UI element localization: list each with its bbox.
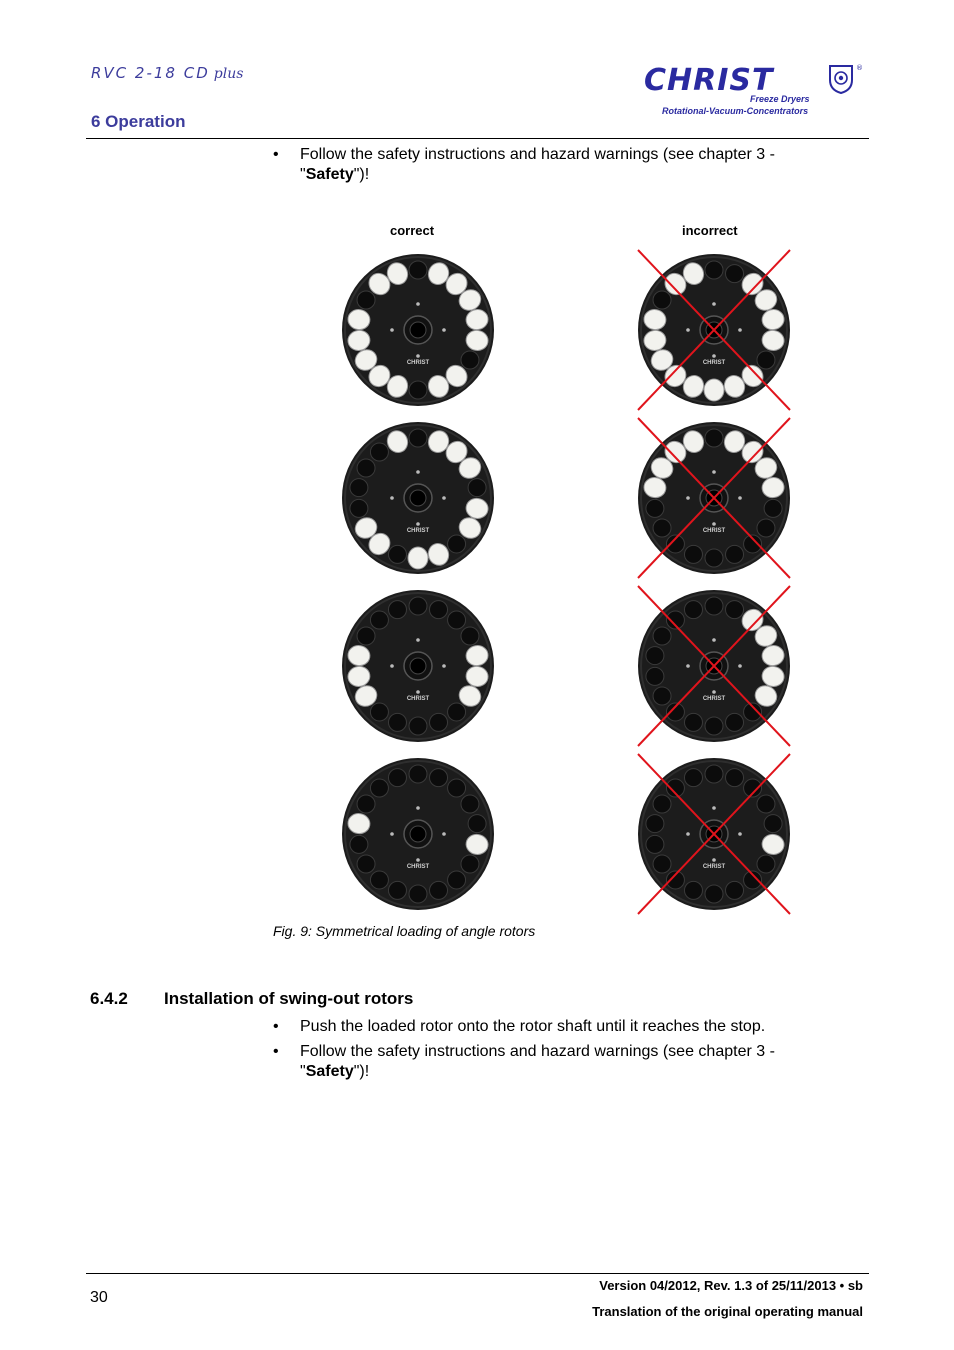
logo-line2: Rotational-Vacuum-Concentrators xyxy=(662,106,809,116)
page-number: 30 xyxy=(90,1289,108,1306)
model-text: RVC 2-18 CD xyxy=(91,64,210,82)
rotor-screw xyxy=(738,496,742,500)
empty-hole xyxy=(448,871,466,889)
rotor-screw xyxy=(416,690,420,694)
rotor-correct-1 xyxy=(342,254,494,406)
empty-hole xyxy=(370,779,388,797)
empty-hole xyxy=(705,765,723,783)
empty-hole xyxy=(357,627,375,645)
empty-hole xyxy=(705,717,723,735)
empty-hole xyxy=(350,835,368,853)
empty-hole xyxy=(646,667,664,685)
rotor-screw xyxy=(686,328,690,332)
rotor-screw xyxy=(712,354,716,358)
empty-hole xyxy=(757,351,775,369)
empty-hole xyxy=(388,713,406,731)
bullet-text: Follow the safety instructions and hazard warnings (see chapter 3 - "Safety")! xyxy=(300,1043,775,1080)
rotor-screw xyxy=(416,858,420,862)
safety-link-text: Safety xyxy=(305,1063,354,1080)
empty-hole xyxy=(388,545,406,563)
empty-hole xyxy=(705,549,723,567)
chapter-title: 6 Operation xyxy=(91,112,186,131)
empty-hole xyxy=(357,291,375,309)
empty-hole xyxy=(653,687,671,705)
rotor-screw xyxy=(416,302,420,306)
figure-caption: Fig. 9: Symmetrical loading of angle rotors xyxy=(273,923,536,939)
bullet-text: Follow the safety instructions and hazard warnings (see chapter 3 - "Safety")! xyxy=(300,146,775,183)
empty-hole xyxy=(684,713,702,731)
rotor-screw xyxy=(712,806,716,810)
empty-hole xyxy=(350,499,368,517)
empty-hole xyxy=(757,855,775,873)
rotor-correct-2 xyxy=(342,422,494,574)
empty-hole xyxy=(430,769,448,787)
rotor-logo-text: CHRIST xyxy=(406,360,430,366)
tube xyxy=(704,379,724,401)
empty-hole xyxy=(726,769,744,787)
empty-hole xyxy=(409,429,427,447)
section-heading xyxy=(90,989,413,1009)
header-rule xyxy=(86,138,869,139)
empty-hole xyxy=(726,265,744,283)
rotor-screw xyxy=(738,832,742,836)
empty-hole xyxy=(757,519,775,537)
rotor-logo-text: CHRIST xyxy=(702,528,726,534)
version-info: Version 04/2012, Rev. 1.3 of 25/11/2013 • sb xyxy=(599,1278,863,1293)
section-title: Installation of swing-out rotors xyxy=(164,989,414,1008)
safety-bullet-top xyxy=(273,145,833,185)
rotor-screw xyxy=(390,328,394,332)
rotor-screw xyxy=(416,638,420,642)
empty-hole xyxy=(448,703,466,721)
rotor-screw xyxy=(442,496,446,500)
bullet-dot: • xyxy=(273,1018,279,1035)
empty-hole xyxy=(388,601,406,619)
install-bullet-2 xyxy=(273,1042,833,1082)
empty-hole xyxy=(705,429,723,447)
empty-hole xyxy=(646,499,664,517)
empty-hole xyxy=(646,835,664,853)
rotor-screw xyxy=(442,832,446,836)
rotor-loading-figure xyxy=(300,240,860,920)
empty-hole xyxy=(409,765,427,783)
logo-brand-text: CHRIST xyxy=(644,63,774,94)
bullet-dot: • xyxy=(273,1043,279,1060)
rotor-screw xyxy=(712,638,716,642)
footer-rule xyxy=(86,1273,869,1274)
rotor-screw xyxy=(416,806,420,810)
rotor-correct-3 xyxy=(342,590,494,742)
empty-hole xyxy=(430,601,448,619)
rotor-screw xyxy=(390,832,394,836)
empty-hole xyxy=(409,885,427,903)
rotor-incorrect-2 xyxy=(638,418,790,578)
empty-hole xyxy=(684,769,702,787)
empty-hole xyxy=(726,881,744,899)
empty-hole xyxy=(653,291,671,309)
empty-hole xyxy=(461,351,479,369)
safety-link-text: Safety xyxy=(305,166,354,183)
rotor-screw xyxy=(712,522,716,526)
empty-hole xyxy=(409,381,427,399)
empty-hole xyxy=(653,627,671,645)
rotor-screw xyxy=(712,858,716,862)
rotor-incorrect-4 xyxy=(638,754,790,914)
empty-hole xyxy=(430,713,448,731)
rotor-screw xyxy=(686,832,690,836)
rotor-screw xyxy=(712,302,716,306)
empty-hole xyxy=(764,815,782,833)
empty-hole xyxy=(726,713,744,731)
empty-hole xyxy=(357,459,375,477)
rotor-screw xyxy=(416,354,420,358)
empty-hole xyxy=(388,769,406,787)
translation-note: Translation of the original operating manual xyxy=(592,1304,863,1319)
empty-hole xyxy=(705,261,723,279)
empty-hole xyxy=(448,535,466,553)
empty-hole xyxy=(448,611,466,629)
empty-hole xyxy=(705,597,723,615)
christ-wordmark-icon xyxy=(640,60,865,94)
rotor-logo-text: CHRIST xyxy=(702,864,726,870)
rotor-shaft xyxy=(410,490,426,506)
empty-hole xyxy=(653,855,671,873)
empty-hole xyxy=(357,855,375,873)
rotor-screw xyxy=(738,664,742,668)
rotor-screw xyxy=(712,690,716,694)
empty-hole xyxy=(357,795,375,813)
tube xyxy=(408,547,428,569)
empty-hole xyxy=(653,795,671,813)
empty-hole xyxy=(388,881,406,899)
rotor-screw xyxy=(416,470,420,474)
empty-hole xyxy=(726,601,744,619)
empty-hole xyxy=(684,601,702,619)
section-number: 6.4.2 xyxy=(90,989,128,1008)
rotor-screw xyxy=(390,496,394,500)
rotor-logo-text: CHRIST xyxy=(702,696,726,702)
empty-hole xyxy=(370,703,388,721)
column-incorrect: incorrect xyxy=(682,223,738,238)
empty-hole xyxy=(409,261,427,279)
registered-mark: ® xyxy=(856,64,863,72)
bullet-dot: • xyxy=(273,146,279,163)
column-correct: correct xyxy=(390,223,435,238)
empty-hole xyxy=(764,499,782,517)
empty-hole xyxy=(448,779,466,797)
rotor-logo-text: CHRIST xyxy=(406,864,430,870)
empty-hole xyxy=(430,881,448,899)
rotor-screw xyxy=(686,496,690,500)
rotor-screw xyxy=(442,328,446,332)
rotor-screw xyxy=(738,328,742,332)
rotor-logo-text: CHRIST xyxy=(702,360,726,366)
empty-hole xyxy=(684,545,702,563)
rotor-screw xyxy=(390,664,394,668)
empty-hole xyxy=(409,597,427,615)
empty-hole xyxy=(726,545,744,563)
model-name xyxy=(91,64,243,82)
empty-hole xyxy=(370,443,388,461)
model-suffix: plus xyxy=(213,66,244,82)
rotor-screw xyxy=(686,664,690,668)
rotor-screw xyxy=(442,664,446,668)
empty-hole xyxy=(370,871,388,889)
install-bullet-1 xyxy=(273,1017,833,1037)
empty-hole xyxy=(705,885,723,903)
empty-hole xyxy=(646,647,664,665)
empty-hole xyxy=(757,795,775,813)
empty-hole xyxy=(461,855,479,873)
rotor-shaft xyxy=(410,322,426,338)
logo-line1: Freeze Dryers xyxy=(750,94,810,104)
rotor-incorrect-1 xyxy=(638,250,790,410)
empty-hole xyxy=(461,795,479,813)
rotor-logo-text: CHRIST xyxy=(406,696,430,702)
rotor-incorrect-3 xyxy=(638,586,790,746)
empty-hole xyxy=(653,519,671,537)
empty-hole xyxy=(409,717,427,735)
rotor-logo-text: CHRIST xyxy=(406,528,430,534)
empty-hole xyxy=(350,479,368,497)
empty-hole xyxy=(461,627,479,645)
empty-hole xyxy=(370,611,388,629)
christ-logo xyxy=(640,60,865,120)
empty-hole xyxy=(684,881,702,899)
rotor-correct-4 xyxy=(342,758,494,910)
rotor-screw xyxy=(416,522,420,526)
empty-hole xyxy=(468,815,486,833)
swirl-shield-icon xyxy=(830,66,852,93)
rotor-screw xyxy=(712,470,716,474)
empty-hole xyxy=(646,815,664,833)
bullet-text: Push the loaded rotor onto the rotor shaft until it reaches the stop. xyxy=(300,1018,766,1035)
rotor-shaft xyxy=(410,826,426,842)
empty-hole xyxy=(468,479,486,497)
rotor-shaft xyxy=(410,658,426,674)
